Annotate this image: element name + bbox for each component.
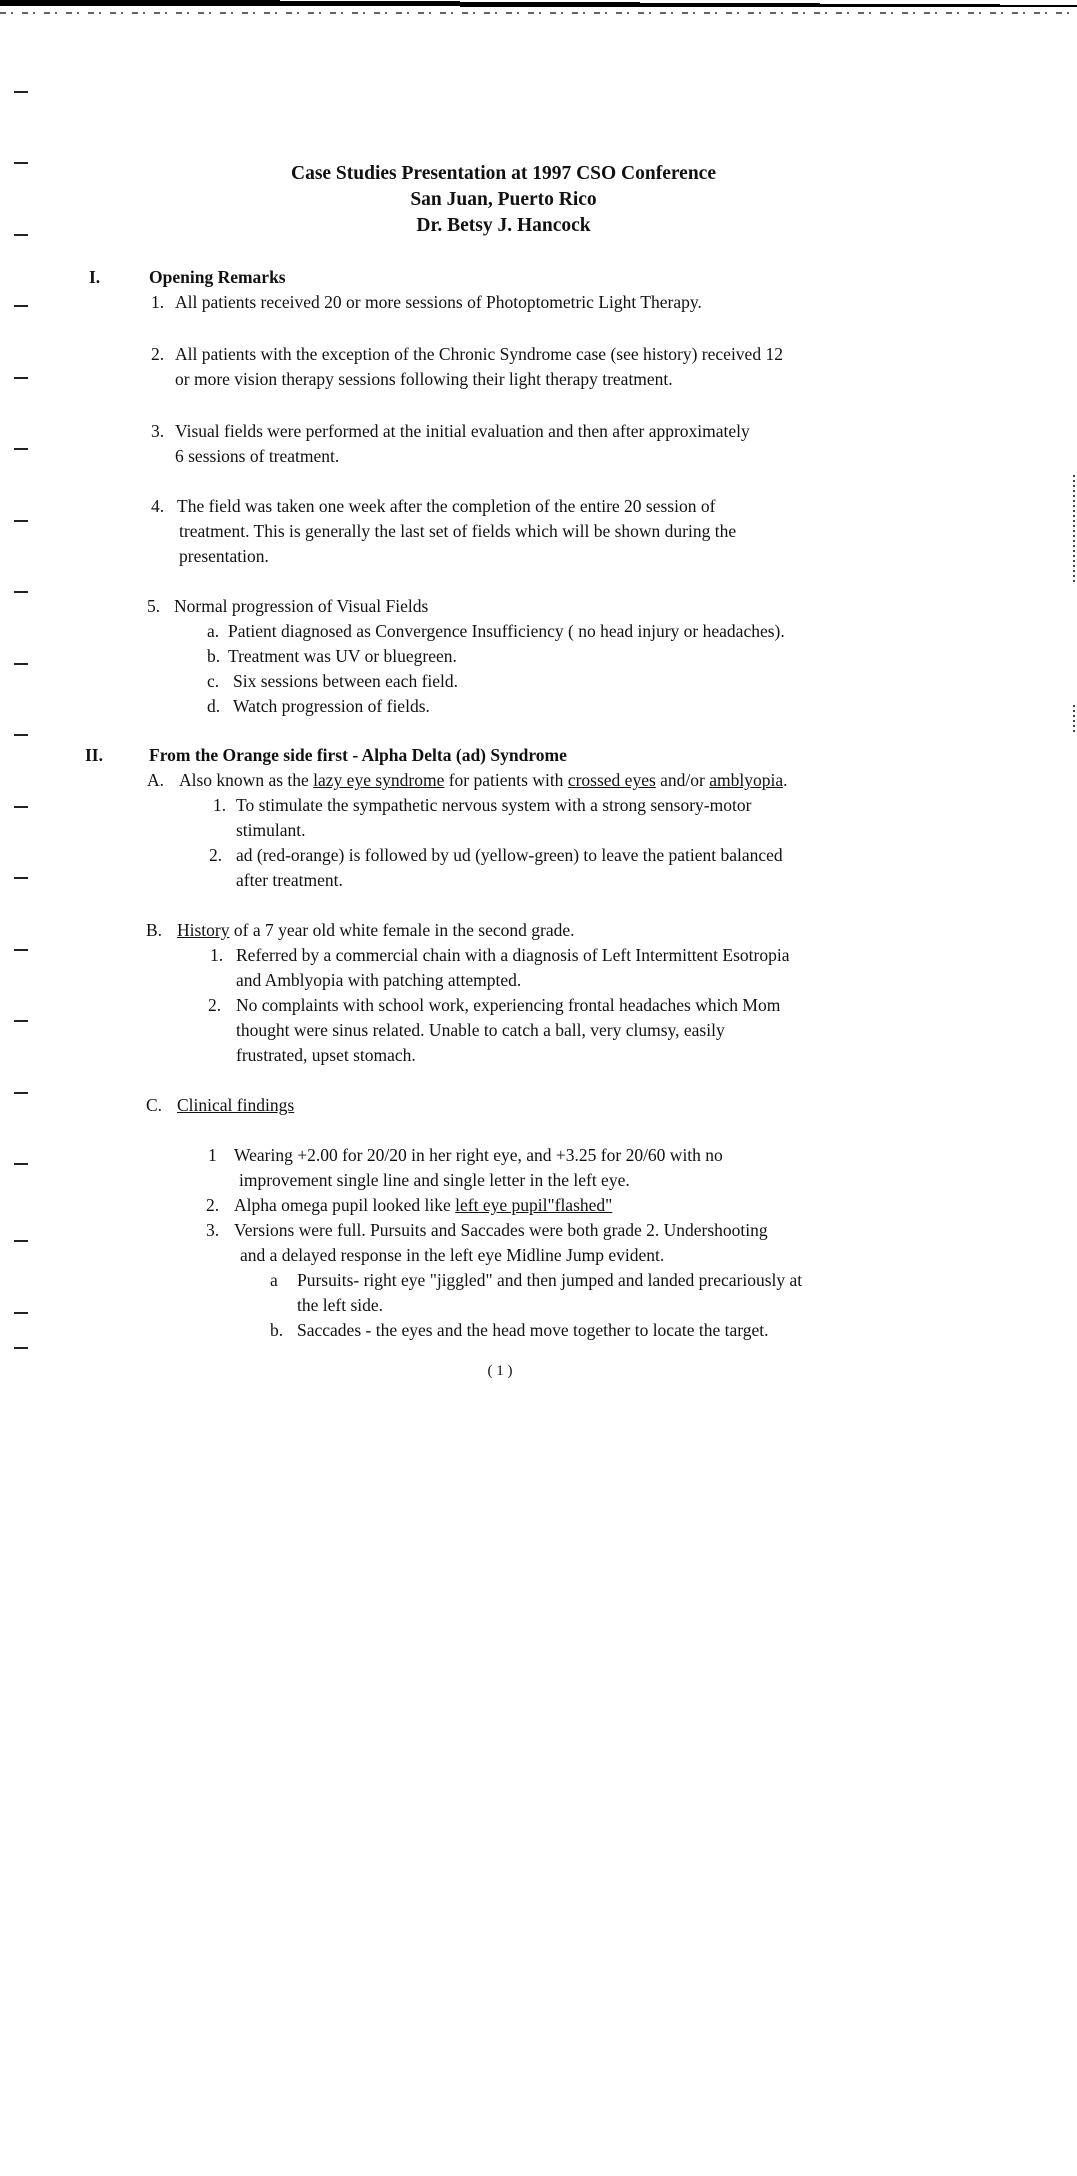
page-number: ( 1 )	[487, 1363, 513, 1379]
section-1-heading: Opening Remarks	[149, 267, 286, 287]
document-location: San Juan, Puerto Rico	[410, 189, 597, 210]
section-2-numeral: II.	[85, 745, 103, 765]
section-2-heading: From the Orange side first - Alpha Delta (ad) Syndrome	[149, 745, 567, 765]
document-title: Case Studies Presentation at 1997 CSO Conference	[290, 163, 716, 184]
scan-top-border	[0, 0, 1077, 14]
section-1-numeral: I.	[89, 267, 101, 287]
document-author: Dr. Betsy J. Hancock	[416, 215, 591, 236]
